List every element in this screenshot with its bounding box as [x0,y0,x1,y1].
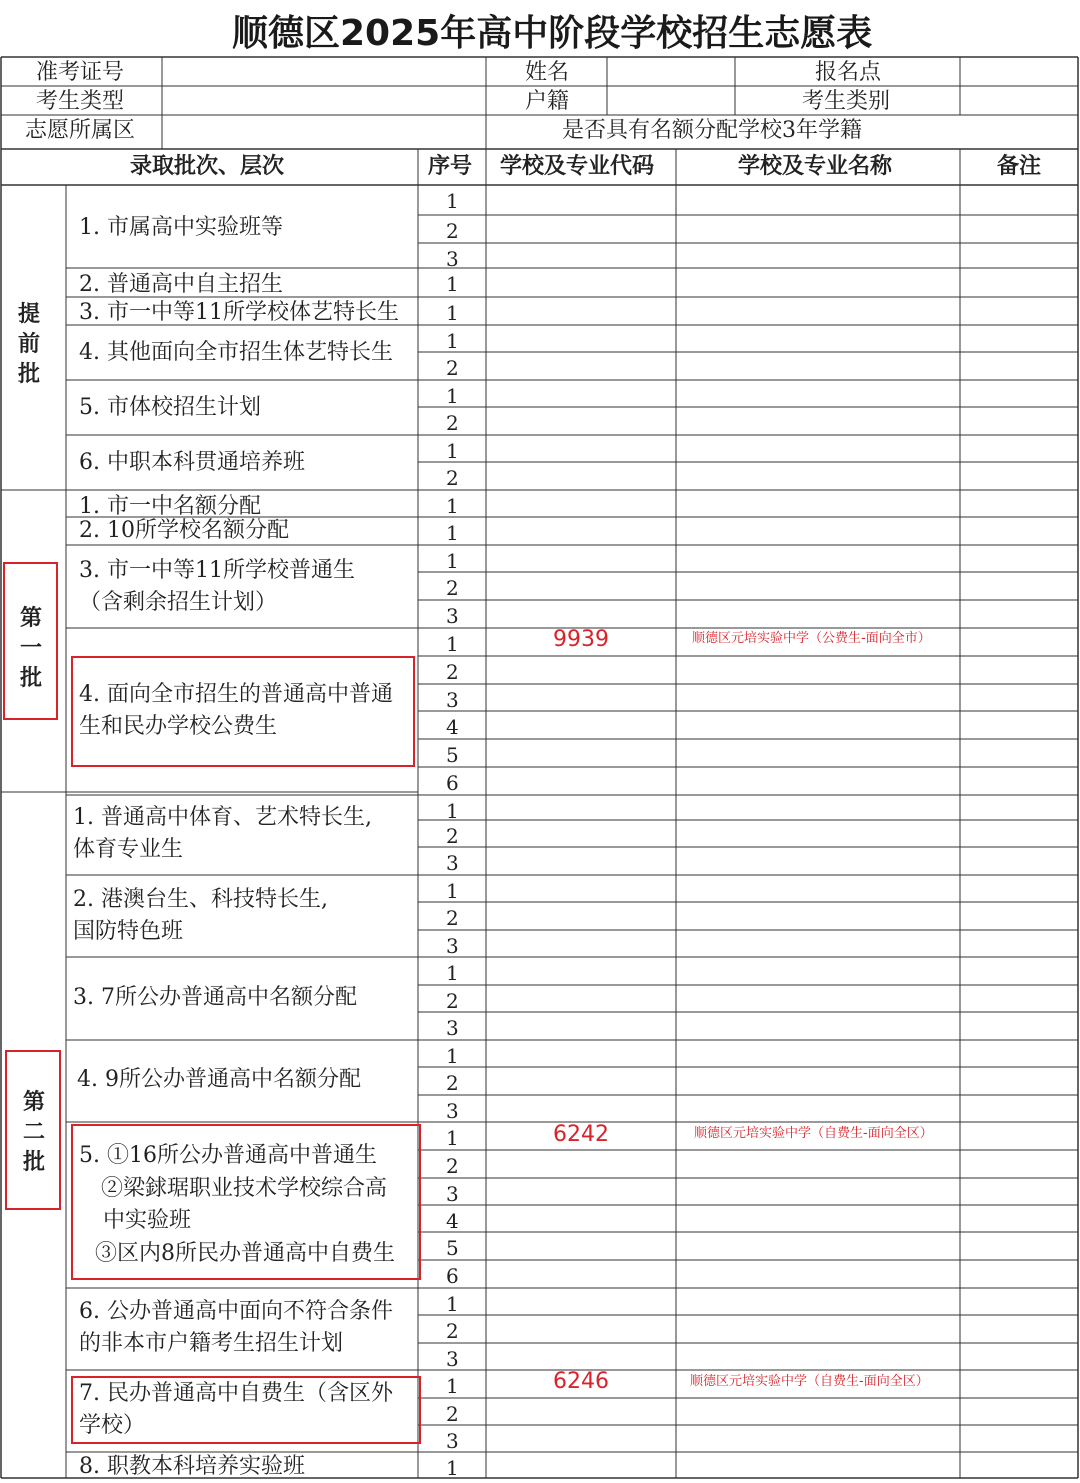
seq-number: 3 [446,247,459,271]
seq-number: 2 [446,219,459,243]
seq-number: 1 [446,329,459,353]
seq-number: 2 [446,660,459,684]
level-second-1-line2: 体育专业生 [73,837,184,862]
seq-number: 1 [446,439,459,463]
highlight-box-first-batch [3,562,58,720]
level-early-2: 2. 普通高中自主招生 [79,272,283,297]
page-title: 顺德区2025年高中阶段学校招生志愿表 [232,13,873,54]
highlight-box-level [71,656,415,767]
name-label: 姓名 [525,60,570,85]
entry-code[interactable]: 6242 [553,1122,609,1147]
exam-no-label: 准考证号 [36,60,125,85]
column-header-code: 学校及专业代码 [500,154,655,179]
seq-number: 6 [446,1264,459,1288]
level-second-4: 4. 9所公办普通高中名额分配 [77,1067,361,1092]
level-second-6-line2: 的非本市户籍考生招生计划 [79,1331,344,1356]
seq-number: 2 [446,906,459,930]
seq-number: 1 [446,632,459,656]
household-label: 户籍 [525,89,570,114]
candidate-category-label: 考生类别 [802,89,891,114]
level-early-3: 3. 市一中等11所学校体艺特长生 [79,300,399,325]
seq-number: 2 [446,1319,459,1343]
entry-code[interactable]: 9939 [553,627,609,652]
seq-number: 3 [446,1429,459,1453]
seq-number: 1 [446,494,459,518]
level-second-1-line1: 1. 普通高中体育、艺术特长生, [73,805,372,830]
batch-label-early: 提前批 [17,302,40,387]
seq-number: 3 [446,1016,459,1040]
seq-number: 3 [446,1182,459,1206]
seq-number: 1 [446,1456,459,1480]
seq-number: 3 [446,688,459,712]
seq-number: 3 [446,1099,459,1123]
seq-number: 4 [446,1209,459,1233]
level-second-7-line1: 7. 民办普通高中自费生（含区外 [79,1381,393,1406]
seq-number: 1 [446,1374,459,1398]
level-early-5: 5. 市体校招生计划 [79,395,261,420]
seq-number: 1 [446,1044,459,1068]
seq-number: 1 [446,549,459,573]
column-header-remarks: 备注 [997,154,1042,179]
level-second-5-line1: 5. ①16所公办普通高中普通生 [79,1143,377,1168]
level-first-1: 1. 市一中名额分配 [79,494,261,519]
seq-number: 2 [446,466,459,490]
seq-number: 2 [446,1071,459,1095]
level-second-2-line2: 国防特色班 [73,919,184,944]
seq-number: 1 [446,879,459,903]
level-first-3-line1: 3. 市一中等11所学校普通生 [79,558,355,583]
highlight-box-level [71,1124,421,1280]
level-early-4: 4. 其他面向全市招生体艺特长生 [79,340,393,365]
level-early-1: 1. 市属高中实验班等 [79,215,283,240]
highlight-box-level [71,1376,421,1444]
district-label: 志愿所属区 [25,118,136,143]
seq-number: 3 [446,1347,459,1371]
level-second-8: 8. 职教本科培养实验班 [79,1454,305,1479]
batch-label-second: 第二批 [22,1090,45,1175]
level-first-2: 2. 10所学校名额分配 [79,518,289,543]
candidate-type-label: 考生类型 [36,89,125,114]
seq-number: 1 [446,799,459,823]
batch-label-first: 第一批 [19,606,42,691]
seq-number: 2 [446,1154,459,1178]
level-second-2-line1: 2. 港澳台生、科技特长生, [73,887,328,912]
level-second-5-line4: ③区内8所民办普通高中自费生 [95,1241,395,1266]
seq-number: 2 [446,356,459,380]
seq-number: 1 [446,1126,459,1150]
level-early-6: 6. 中职本科贯通培养班 [79,450,305,475]
level-second-3: 3. 7所公办普通高中名额分配 [73,985,357,1010]
seq-number: 2 [446,411,459,435]
seq-number: 1 [446,301,459,325]
seq-number: 3 [446,851,459,875]
seq-number: 5 [446,1236,459,1260]
level-first-4-line1: 4. 面向全市招生的普通高中普通 [79,682,393,707]
level-first-3-line2: （含剩余招生计划） [79,590,278,615]
highlight-box-second-batch [5,1050,61,1210]
entry-code[interactable]: 6246 [553,1369,609,1394]
level-second-7-line2: 学校） [79,1413,146,1438]
seq-number: 1 [446,961,459,985]
seq-number: 4 [446,715,459,739]
entry-school-name[interactable]: 顺德区元培实验中学（公费生-面向全市） [692,631,931,646]
seq-number: 5 [446,743,459,767]
seq-number: 6 [446,771,459,795]
seq-number: 1 [446,521,459,545]
column-header-school-name: 学校及专业名称 [738,154,893,179]
seq-number: 2 [446,824,459,848]
seq-number: 1 [446,272,459,296]
column-header-seq: 序号 [428,154,473,179]
level-first-4-line2: 生和民办学校公费生 [79,714,278,739]
seq-number: 1 [446,189,459,213]
seq-number: 1 [446,1292,459,1316]
quota-question-label: 是否具有名额分配学校3年学籍 [562,118,862,143]
level-second-6-line1: 6. 公办普通高中面向不符合条件 [79,1299,393,1324]
level-second-5-line2: ②梁銶琚职业技术学校综合高 [101,1176,388,1201]
level-second-5-line3: 中实验班 [103,1208,192,1233]
column-header-batch-level: 录取批次、层次 [130,154,285,179]
seq-number: 2 [446,1402,459,1426]
seq-number: 2 [446,989,459,1013]
seq-number: 3 [446,604,459,628]
entry-school-name[interactable]: 顺德区元培实验中学（自费生-面向全区） [690,1374,929,1389]
entry-school-name[interactable]: 顺德区元培实验中学（自费生-面向全区） [694,1126,933,1141]
seq-number: 1 [446,384,459,408]
seq-number: 3 [446,934,459,958]
reg-point-label: 报名点 [815,60,882,85]
seq-number: 2 [446,576,459,600]
